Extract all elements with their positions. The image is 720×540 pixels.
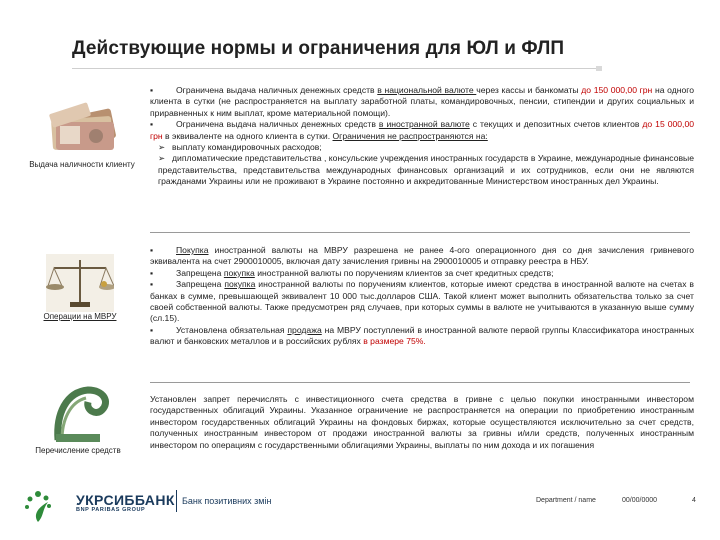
mvru-paragraph-4: ▪ Установлена обязательная продажа на МВРУ поступлений в иностранной валюте первой группы Классификатора иностранных валют и банковских металлов и в российских рублях в размере 75%. [150, 324, 694, 347]
section-transfer-text [150, 394, 694, 451]
list-item: ➢ выплату командировочных расходов; [158, 142, 322, 153]
footer-department: Department / name [536, 497, 596, 504]
section-caption-cash: Выдача наличности клиенту [29, 160, 135, 169]
section-caption-mvru: Операции на МВРУ [43, 312, 117, 321]
money-wave-image [52, 384, 112, 444]
brand-name: УКРСИББАНК [76, 492, 175, 508]
mvru-paragraph-1: ▪ Покупка иностранной валюты на МВРУ разрешена не ранее 4-ого операционного дня со дня зачисления гривневого эквивалента на счет 2900010005, включая дату зачисления гривны на 2900010005 и отправку реестра в НБУ. [150, 245, 694, 267]
mvru-paragraph-3: ▪ Запрещена покупка иностранной валюты по поручениям клиентов, которые имеют средства в иностранной валюте на счетах в банках в сумме, превышающей эквивалент 10 000 тыс.долларов США. Такой клиент может выполнить обязательства только за счет своей собственной валюты. Также предусмотрен ряд случаев, при которых суммы в валюте не учитываются в указанную выше сумму (сл.15). [150, 279, 694, 324]
title-divider [72, 68, 602, 69]
section-divider [150, 382, 690, 383]
bank-logo-icon [18, 488, 58, 528]
cash-paragraph-1: ▪ Ограничена выдача наличных денежных средств в национальной валюте через кассы и банкоматы до 150 000,00 грн на одного клиента в сутки (не распространяется на выплату заработной платы, командировочных, пенсии, стипендии и других социальных и приравненных к ним выплат, кроме материальной помощи). [150, 85, 694, 118]
page-number: 4 [692, 497, 696, 504]
mvru-paragraph-2: ▪ Запрещена покупка иностранной валюты по поручениям клиентов за счет кредитных средств; [150, 267, 554, 278]
section-mvru-text [150, 245, 694, 348]
section-caption-transfer: Перечисление средств [35, 446, 121, 455]
brand-slogan: Банк позитивних змін [182, 496, 272, 506]
section-divider [150, 232, 690, 233]
cash-paragraph-2: ▪ Ограничена выдача наличных денежных средств в иностранной валюте с текущих и депозитных счетов клиентов до 15 000,00 грн в эквиваленте на одного клиента в сутки. Ограничения не распространяются на: [150, 119, 694, 141]
footer-date: 00/00/0000 [622, 497, 658, 504]
title-divider-accent [596, 66, 602, 71]
list-item: ➢ дипломатические представительства , консульские учреждения иностранных государств в Украине, международные финансовые представительства, представительства международных финансовых организаций и их сотрудников, если они не являются гражданами Украины или не проживают в Украине постоянно и аккредитованные Министерством иностранных дел Украины. [158, 153, 694, 187]
scales-image [46, 254, 114, 312]
transfer-paragraph: Установлен запрет перечислять с инвестиционного счета средства в гривне с целью покупки иностранными инвестором государственных облигаций Украины. Указанное ограничение не распространяется на операции по приобретению иностранным инвестором государственных облигаций Украины на фондовых биржах, которые осуществляются исключительно за счет средств, полученных иностранным инвестором от продажи иностранной валюты за гривны и/или средств, полученных иностранным инвестором по операциям с государственными облигациями Украины, выплаты по ним дохода и их погашения [150, 394, 694, 450]
money-image [48, 100, 118, 155]
footer-divider [176, 490, 177, 512]
section-cash-text [150, 85, 694, 188]
brand-subtitle: BNP PARIBAS GROUP [76, 507, 146, 513]
page-title: Действующие нормы и ограничения для ЮЛ и ФЛП [72, 38, 565, 59]
